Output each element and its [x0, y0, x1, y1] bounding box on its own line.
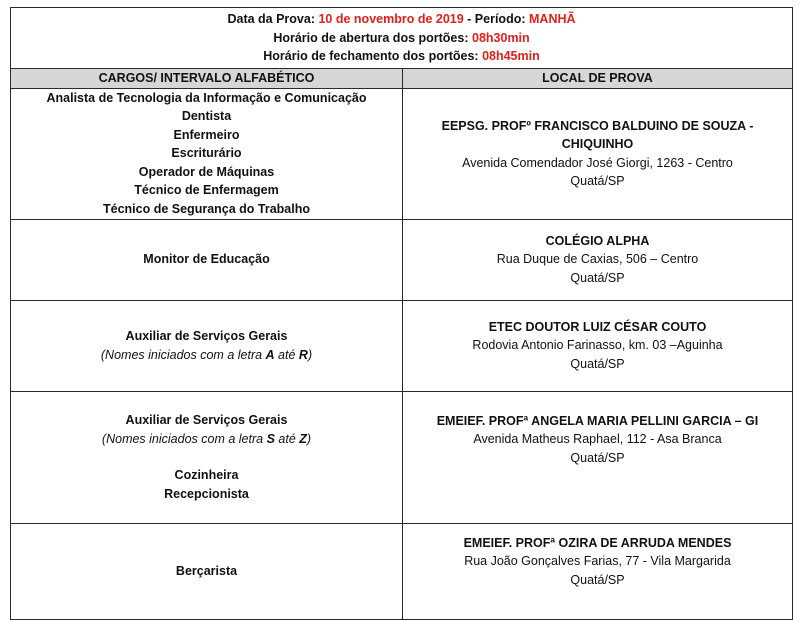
school-name: EMEIEF. PROFª ANGELA MARIA PELLINI GARCIA – GI [436, 413, 759, 428]
school-address: Rodovia Antonio Farinasso, km. 03 –Aguinha [472, 338, 723, 353]
gate-closing-line [11, 47, 792, 66]
cargo-item: Cozinheira [174, 468, 239, 482]
alphabetic-interval-note: (Nomes iniciados com a letra A até R) [100, 347, 313, 362]
date-value: 10 de novembro de 2019 [318, 12, 464, 27]
local-cell [403, 88, 793, 219]
table-row [11, 391, 793, 523]
table-row [11, 523, 793, 619]
cargos-cell [11, 300, 403, 391]
cargos-cell [11, 219, 403, 300]
school-name-cont: CHIQUINHO [561, 137, 634, 151]
school-city: Quatá/SP [570, 450, 625, 465]
column-header-cargos: CARGOS/ INTERVALO ALFABÉTICO [11, 69, 403, 89]
school-address: Avenida Comendador José Giorgi, 1263 - Centro [462, 155, 733, 170]
table-row [11, 219, 793, 300]
school-address: Avenida Matheus Raphael, 112 - Asa Branca [473, 432, 722, 446]
local-cell [403, 300, 793, 391]
school-name: COLÉGIO ALPHA [545, 233, 650, 248]
cargo-item: Dentista [181, 109, 232, 124]
closing-label: Horário de fechamento dos portões: [263, 49, 479, 64]
opening-label: Horário de abertura dos portões: [273, 30, 469, 45]
school-name: EMEIEF. PROFª OZIRA DE ARRUDA MENDES [463, 535, 732, 550]
exam-info-header [11, 8, 793, 69]
column-header-local: LOCAL DE PROVA [403, 69, 793, 89]
spacer [11, 448, 402, 466]
school-name: ETEC DOUTOR LUIZ CÉSAR COUTO [488, 319, 707, 334]
school-city: Quatá/SP [570, 270, 625, 285]
cargo-item: Enfermeiro [173, 127, 240, 142]
cargo-item: Monitor de Educação [143, 252, 270, 267]
cargos-cell [11, 391, 403, 523]
opening-value: 08h30min [472, 30, 530, 45]
school-address: Rua Duque de Caxias, 506 – Centro [496, 252, 699, 267]
exam-date-line [11, 10, 792, 29]
table-row [11, 300, 793, 391]
local-cell [403, 219, 793, 300]
cargo-item: Recepcionista [164, 486, 249, 501]
cargo-item: Berçarista [175, 563, 238, 578]
cargo-item: Técnico de Segurança do Trabalho [103, 201, 310, 216]
gate-opening-line [11, 29, 792, 48]
date-label: Data da Prova: [227, 12, 315, 27]
school-city: Quatá/SP [570, 356, 625, 371]
school-city: Quatá/SP [570, 174, 625, 188]
cargo-item: Técnico de Enfermagem [134, 183, 279, 198]
alphabetic-interval-note: (Nomes iniciados com a letra S até Z) [101, 431, 312, 446]
period-value: MANHÃ [529, 12, 576, 27]
closing-value: 08h45min [482, 49, 540, 64]
cargos-cell [11, 88, 403, 219]
cargo-item: Auxiliar de Serviços Gerais [125, 413, 288, 427]
cargo-item: Operador de Máquinas [138, 164, 275, 179]
cargos-cell [11, 523, 403, 619]
exam-location-table [10, 7, 793, 620]
school-address: Rua João Gonçalves Farias, 77 - Vila Margarida [464, 554, 731, 568]
cargo-item: Analista de Tecnologia da Informação e Comunicação [46, 90, 367, 105]
school-city: Quatá/SP [570, 572, 625, 587]
cargo-item: Auxiliar de Serviços Gerais [125, 329, 288, 343]
period-label: - Período: [467, 12, 526, 27]
table-row [11, 88, 793, 219]
school-name: EEPSG. PROFº FRANCISCO BALDUINO DE SOUZA - [441, 118, 754, 133]
local-cell [403, 523, 793, 619]
local-cell [403, 391, 793, 523]
cargo-item: Escriturário [171, 146, 242, 161]
